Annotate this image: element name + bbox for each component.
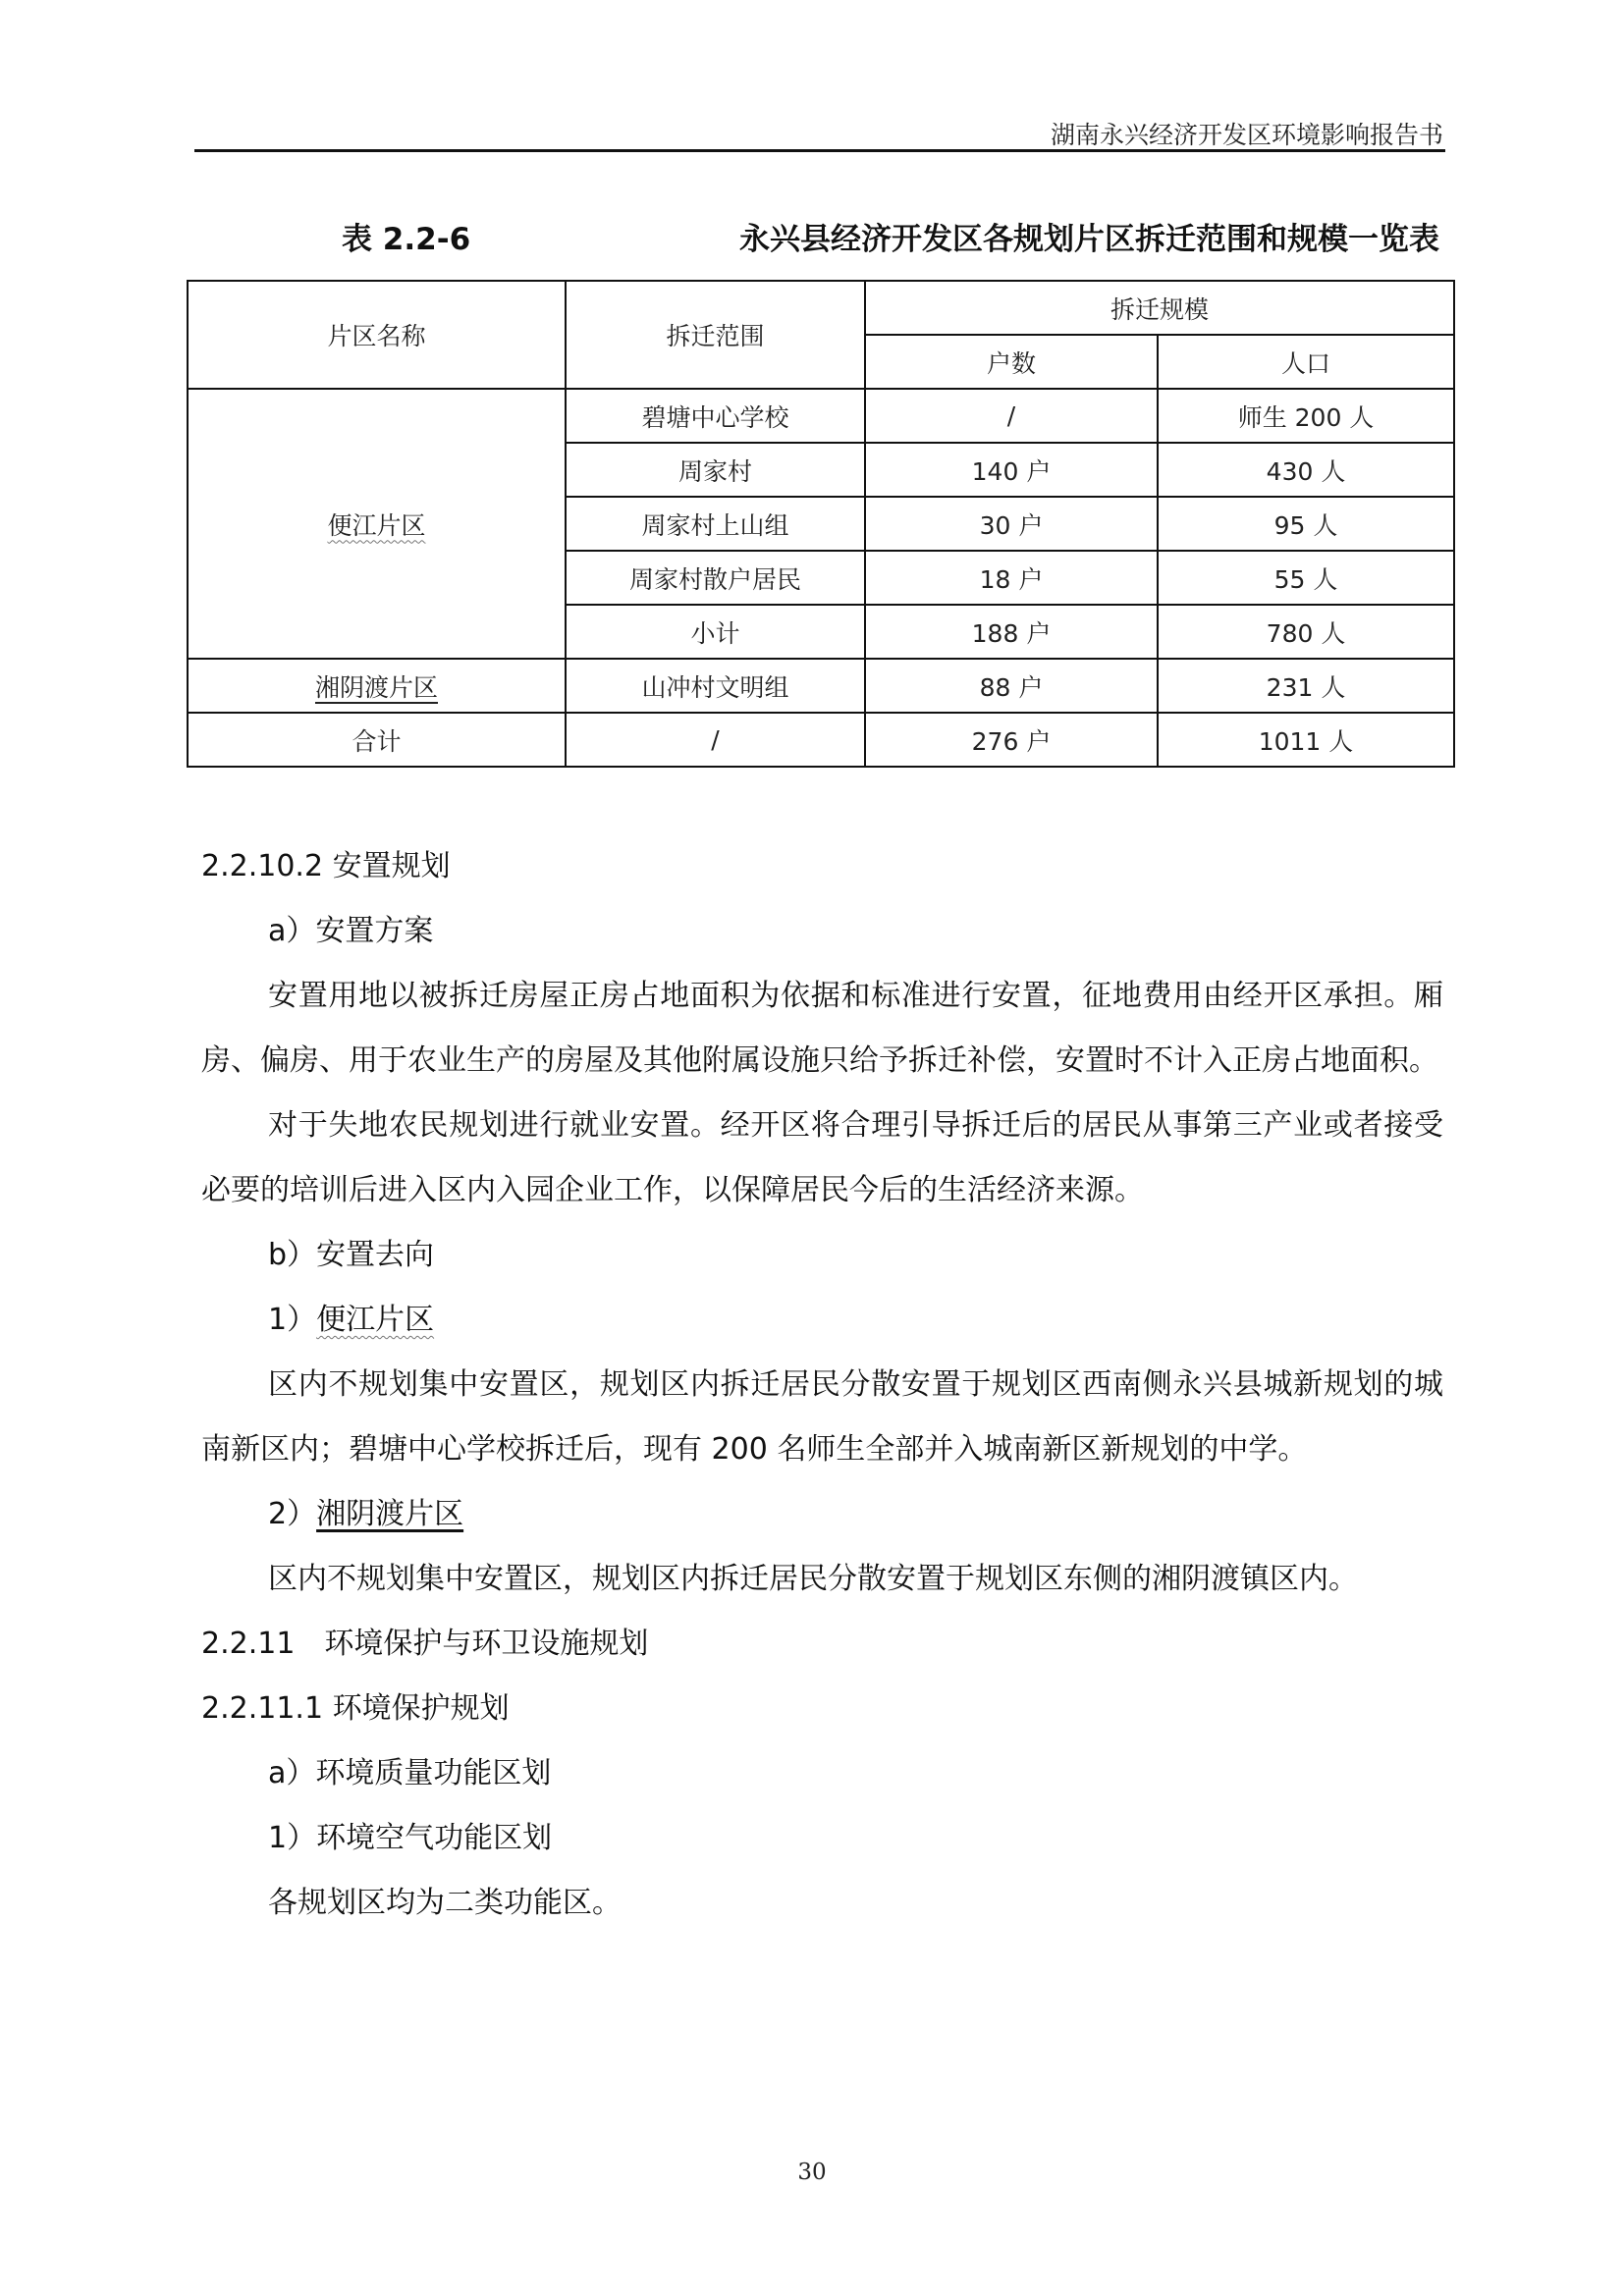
population-cell: 1011 人	[1158, 713, 1454, 767]
population-cell: 55 人	[1158, 551, 1454, 605]
households-cell: 88 户	[865, 659, 1158, 713]
subsection-label: 1）环境空气功能区划	[268, 1821, 553, 1855]
scope-cell: 周家村	[566, 443, 865, 497]
households-cell: 18 户	[865, 551, 1158, 605]
list-item-prefix: 1）	[268, 1303, 317, 1337]
area-xiangyindu: 湘阴渡片区	[314, 672, 438, 702]
subsection-label: a）安置方案	[268, 914, 434, 948]
table-row	[188, 659, 1454, 713]
section-heading: 2.2.11.1 环境保护规划	[201, 1691, 510, 1726]
paragraph: 对于失地农民规划进行就业安置。经开区将合理引导拆迁后的居民从事第三产业或者接受必要的培训后进入区内入园企业工作，以保障居民今后的生活经济来源。	[201, 1108, 1443, 1207]
relocation-table	[187, 280, 1455, 768]
population-cell: 430 人	[1158, 443, 1454, 497]
households-cell: 276 户	[865, 713, 1158, 767]
scope-cell: 碧塘中心学校	[566, 389, 865, 443]
table-row	[188, 389, 1454, 443]
scope-cell: 山冲村文明组	[566, 659, 865, 713]
area-cell	[188, 389, 566, 659]
subsection-label: a）环境质量功能区划	[268, 1756, 552, 1790]
scope-cell: 周家村上山组	[566, 497, 865, 551]
households-cell: 30 户	[865, 497, 1158, 551]
population-cell: 95 人	[1158, 497, 1454, 551]
population-cell: 231 人	[1158, 659, 1454, 713]
section-heading: 2.2.11 环境保护与环卫设施规划	[201, 1627, 649, 1661]
households-cell: 140 户	[865, 443, 1158, 497]
header-population: 人口	[1158, 335, 1454, 389]
table-total-row	[188, 713, 1454, 767]
table-header-row	[188, 281, 1454, 335]
scope-cell: /	[566, 713, 865, 767]
table-title: 永兴县经济开发区各规划片区拆迁范围和规模一览表	[739, 222, 1439, 257]
header-title: 湖南永兴经济开发区环境影响报告书	[1050, 121, 1443, 149]
paragraph: 安置用地以被拆迁房屋正房占地面积为依据和标准进行安置，征地费用由经开区承担。厢房、偏房、用于农业生产的房屋及其他附属设施只给予拆迁补偿，安置时不计入正房占地面积。	[201, 979, 1443, 1078]
body-text	[201, 834, 1443, 1936]
scope-cell: 小计	[566, 605, 865, 659]
households-cell: 188 户	[865, 605, 1158, 659]
list-item-name: 湘阴渡片区	[316, 1497, 464, 1531]
list-item-prefix: 2）	[268, 1497, 317, 1531]
header-rule	[194, 149, 1445, 152]
paragraph: 区内不规划集中安置区，规划区内拆迁居民分散安置于规划区东侧的湘阴渡镇区内。	[268, 1562, 1358, 1596]
households-cell: /	[865, 389, 1158, 443]
list-item	[201, 1482, 1443, 1547]
header-scale: 拆迁规模	[865, 281, 1454, 335]
area-cell	[188, 659, 566, 713]
table-caption	[194, 214, 1445, 257]
population-cell: 780 人	[1158, 605, 1454, 659]
page-number: 30	[797, 2160, 827, 2185]
subsection-label: b）安置去向	[268, 1238, 435, 1272]
list-item	[201, 1288, 1443, 1353]
header-area: 片区名称	[188, 281, 566, 389]
list-item-name: 便江片区	[316, 1303, 435, 1337]
area-bianjiang: 便江片区	[327, 510, 426, 540]
table-number: 表 2.2-6	[342, 222, 471, 257]
scope-cell: 周家村散户居民	[566, 551, 865, 605]
total-label-cell: 合计	[188, 713, 566, 767]
header-scope: 拆迁范围	[566, 281, 865, 389]
header-households: 户数	[865, 335, 1158, 389]
population-cell: 师生 200 人	[1158, 389, 1454, 443]
paragraph: 各规划区均为二类功能区。	[268, 1886, 622, 1920]
paragraph: 区内不规划集中安置区，规划区内拆迁居民分散安置于规划区西南侧永兴县城新规划的城南新区内；碧塘中心学校拆迁后，现有 200 名师生全部并入城南新区新规划的中学。	[201, 1367, 1443, 1467]
section-heading: 2.2.10.2 安置规划	[201, 849, 451, 883]
